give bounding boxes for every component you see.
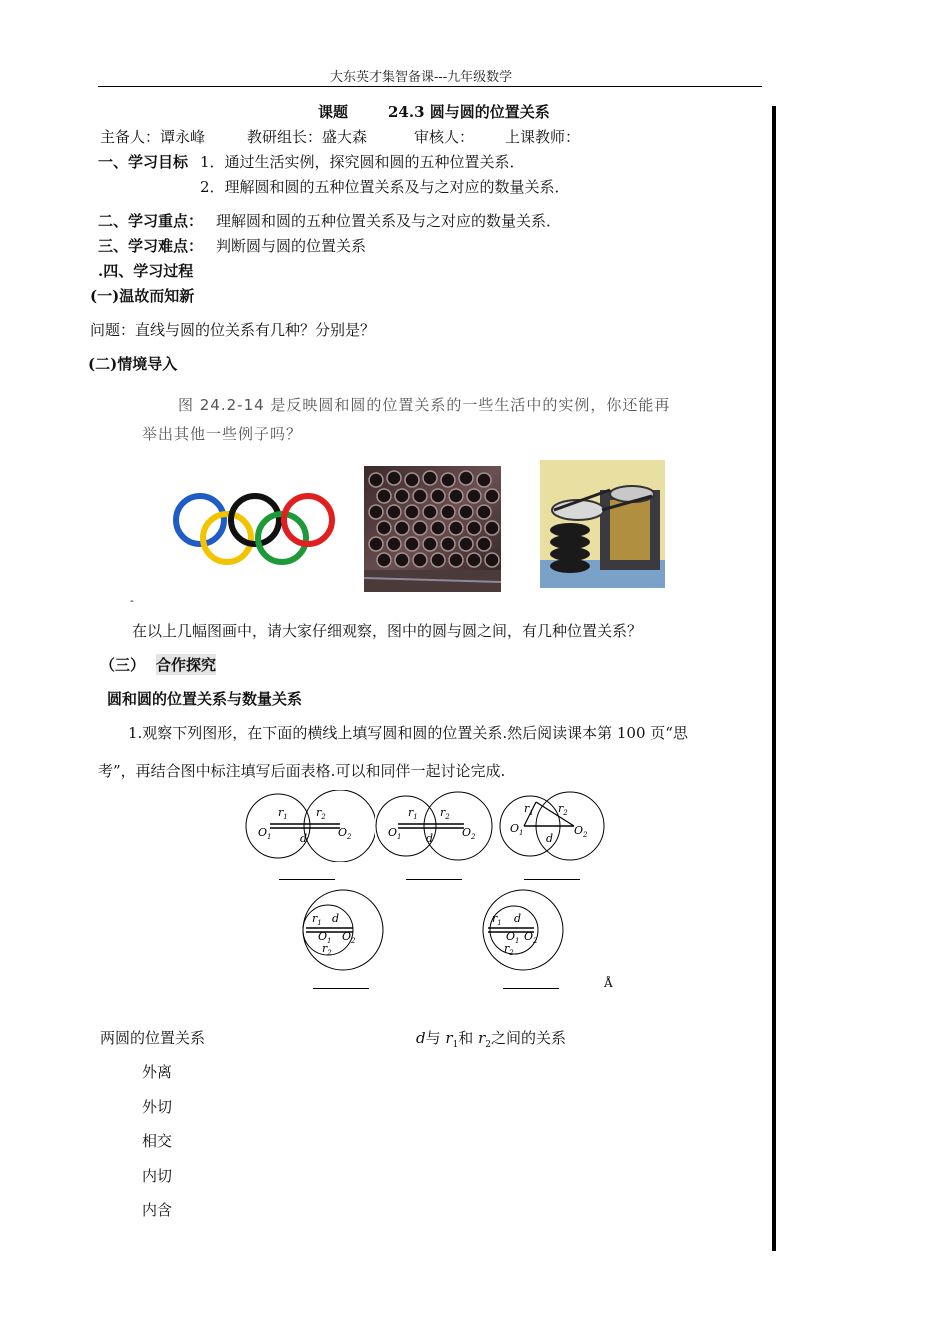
label-r1: r: [278, 806, 284, 819]
label-o2: O: [462, 826, 472, 839]
label-d: d: [514, 912, 522, 925]
label-d: d: [300, 832, 308, 845]
diagram-external-separate: [240, 790, 375, 862]
key-point-heading: 二、学习重点：: [98, 212, 204, 230]
label-d: d: [546, 832, 554, 845]
svg-text:r2: $r_2$: [504, 942, 514, 957]
svg-text:r2: $r_2$: [558, 802, 568, 817]
label-r2: r: [440, 806, 446, 819]
label-o2: O: [524, 930, 534, 943]
review-heading: (一)温故而知新: [90, 287, 195, 305]
margin-rule: [772, 106, 776, 1251]
context-prompt: 在以上几幅图画中，请大家仔细观察，图中的圆与圆之间，有几种位置关系？: [132, 622, 643, 640]
relation-external-separate: 外离: [142, 1063, 173, 1081]
table-col-relation: d与 $r_1$和 $r_2$之间的关系: [416, 1029, 566, 1050]
reviewer: 审核人：: [414, 128, 475, 146]
group-leader: 教研组长：盛大森: [247, 128, 368, 146]
svg-text:O1: $O_1$: [506, 930, 520, 945]
pipe-stack-photo: [364, 466, 501, 592]
instruction-line-1: 1.观察下列图形，在下面的横线上填写圆和圆的位置关系.然后阅读课本第 100 页“思: [128, 724, 688, 742]
relation-external-tangent: 外切: [142, 1098, 173, 1116]
label-r1: r: [408, 806, 414, 819]
difficulty-heading: 三、学习难点：: [98, 237, 204, 255]
svg-text:r2: $r_2$: [322, 942, 332, 957]
svg-text:r1: $r_1$: [492, 912, 502, 927]
context-heading: (二)情境导入: [88, 355, 178, 373]
ring-blue: [176, 496, 224, 544]
svg-text:r1: $r_1$: [408, 806, 418, 821]
relation-internal-contain: 内含: [142, 1201, 173, 1219]
label-r1: r: [524, 802, 530, 815]
label-d: d: [332, 912, 340, 925]
svg-text:O2: $O_2$: [342, 930, 356, 945]
label-d: d: [426, 832, 434, 845]
cooperate-subheading: 圆和圆的位置关系与数量关系: [107, 690, 303, 708]
label-o2: O: [342, 930, 352, 943]
answer-blank-2[interactable]: [406, 879, 462, 880]
label-r2: r: [316, 806, 322, 819]
stray-mark: -: [130, 594, 134, 607]
page-header: 大东英才集智备课---九年级数学: [330, 70, 513, 85]
cooperate-label: （三）: [100, 656, 146, 674]
label-r2: r: [322, 942, 328, 955]
label-o2: O: [574, 824, 584, 837]
svg-text:r1: $r_1$: [524, 802, 534, 817]
review-question: 问题：直线与圆的位关系有几种？分别是？: [90, 321, 376, 339]
relation-internal-tangent: 内切: [142, 1167, 173, 1185]
label-r1: r: [492, 912, 498, 925]
answer-blank-5[interactable]: [503, 988, 559, 989]
label-o1: O: [318, 930, 328, 943]
difficulty-text: 判断圆与圆的位置关系: [216, 237, 367, 255]
belt-pulley-photo: [540, 460, 665, 588]
label-o1: O: [258, 826, 268, 839]
answer-blank-1[interactable]: [279, 879, 335, 880]
diagram-internal-contain: [478, 888, 568, 972]
goals-heading: 一、学习目标: [98, 153, 189, 171]
svg-text:O2: $O_2$: [462, 826, 476, 841]
svg-text:O2: $O_2$: [338, 826, 352, 841]
answer-blank-4[interactable]: [313, 988, 369, 989]
lesson-title: 24.3 圆与圆的位置关系: [388, 103, 550, 121]
svg-text:O1: $O_1$: [318, 930, 332, 945]
symbol-r2: r: [478, 1029, 486, 1047]
label-o1: O: [510, 822, 520, 835]
label-r2: r: [558, 802, 564, 815]
diagram-intersecting: [496, 790, 608, 862]
svg-text:O1: $O_1$: [510, 822, 524, 837]
cooperate-heading: 合作探究: [156, 656, 217, 674]
svg-text:r2: $r_2$: [440, 806, 450, 821]
key-point-text: 理解圆和圆的五种位置关系及与之对应的数量关系．: [216, 212, 562, 230]
label-o2: O: [338, 826, 348, 839]
svg-text:O1: $O_1$: [258, 826, 272, 841]
stray-glyph: Å: [604, 976, 613, 990]
label-o1: O: [506, 930, 516, 943]
process-heading: .四、学习过程: [98, 262, 194, 280]
diagram-external-tangent: [370, 790, 495, 862]
label-r2: r: [504, 942, 510, 955]
goal-2: 2．理解圆和圆的五种位置关系及与之对应的数量关系．: [200, 178, 570, 196]
svg-text:r1: $r_1$: [278, 806, 288, 821]
label-o1: O: [388, 826, 398, 839]
teacher: 上课教师：: [505, 128, 581, 146]
svg-text:r1: $r_1$: [312, 912, 322, 927]
instruction-line-2: 考”，再结合图中标注填写后面表格.可以和同伴一起讨论完成.: [98, 762, 506, 780]
figure-caption-line-2: 举出其他一些例子吗？: [142, 425, 303, 443]
figure-caption-line-1: 图 24.2-14 是反映圆和圆的位置关系的一些生活中的实例，你还能再: [178, 396, 671, 414]
relation-intersecting: 相交: [142, 1132, 173, 1150]
answer-blank-3[interactable]: [524, 879, 580, 880]
diagram-internal-tangent: [298, 888, 388, 972]
lesson-title-label: 课题: [318, 103, 349, 121]
label-r1: r: [312, 912, 318, 925]
svg-text:O1: $O_1$: [388, 826, 402, 841]
olympic-rings-image: [170, 488, 340, 570]
symbol-d: d: [416, 1029, 426, 1047]
header-rule: [98, 86, 762, 87]
table-col-position: 两圆的位置关系: [100, 1029, 206, 1047]
svg-text:r2: $r_2$: [316, 806, 326, 821]
svg-text:O2: $O_2$: [524, 930, 538, 945]
svg-text:O2: $O_2$: [574, 824, 588, 839]
symbol-r1: r: [445, 1029, 453, 1047]
goal-1: 1．通过生活实例，探究圆和圆的五种位置关系．: [200, 153, 525, 171]
preparer: 主备人：谭永峰: [100, 128, 206, 146]
